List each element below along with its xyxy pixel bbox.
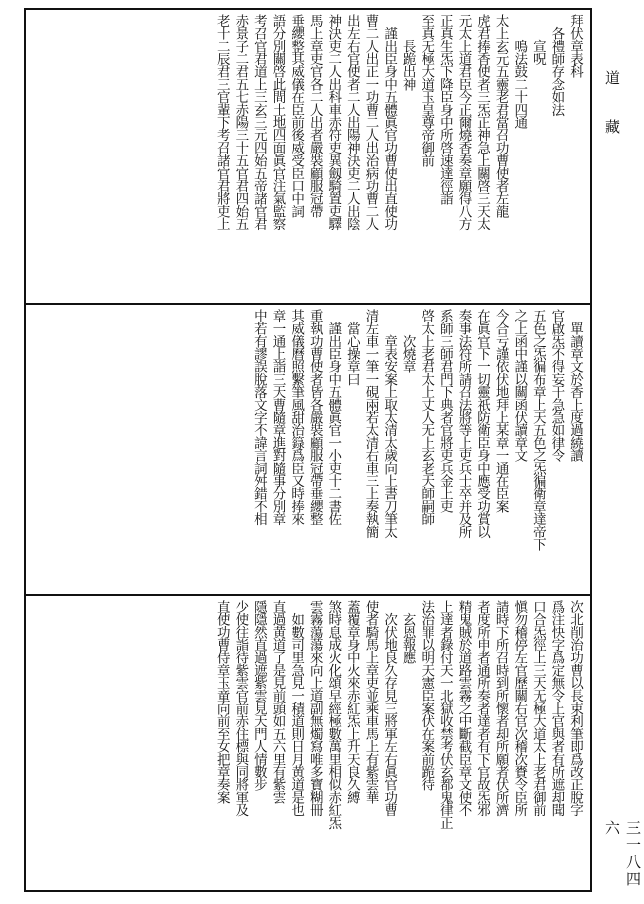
text-register-top [26,10,590,303]
text-column: 正真生炁下降臣身中所啓速達徑詣 [436,14,453,205]
text-column: 在眞官下一切靈祇防衛臣身中應受功賞以 [474,309,491,538]
text-column: 馬上章吏官各二人出者嚴裝顧服冠帶 [306,14,323,218]
text-column: 鳴法鼓二十四通 [511,14,528,129]
text-column: 章表安案上取太清太歲向上書刀筆太 [381,309,398,538]
text-column: 拜伏章表科 [567,14,583,78]
text-column: 當心操章曰 [343,309,360,386]
text-column: 宣呪 [529,14,546,65]
text-column: 出左右官使者二人出陽神決吏二人出陰 [343,14,360,230]
text-column: 其威儀曆照繫筆風甜治籙爲臣又時捧來 [288,309,305,525]
text-column: 重執功曹使者皆各嚴裝顧服冠帶垂纓整 [306,309,323,525]
text-column: 章一通上詣三天曹隨章進對隨事分別章 [269,309,286,525]
text-column: 各禮師存念如法 [548,14,565,116]
text-column: 老十二辰君三官輩下考召諸官君將吏上 [213,14,230,230]
page-number: 三一八四六 [603,820,642,888]
text-column: 神決吏二人出科車赤符吏異劔騎置吏驛 [325,14,342,230]
text-column: 次燒章 [399,309,416,373]
text-column: 上達者錄付天一北獄收禁考伏玄都鬼律正 [436,600,453,829]
text-column: 蓋覆章身中火來赤紅炁上升天良久縛 [343,600,360,804]
text-column: 謹出臣身中五體眞官功曹使出直使功 [381,14,398,230]
text-column: 精鬼賊於道路雲霧之中斷截臣章文使不 [455,600,472,816]
text-column: 愼勿稽停左官歷關右官次稽次賚令臣所 [511,600,528,816]
page-frame [24,8,592,892]
text-column: 口合炁徑上三天无極大道太上老君御前 [529,600,546,816]
text-register-bottom [26,596,590,890]
text-column: 法治罪以明天憲臣案伏在案前跪待 [418,600,435,791]
text-column: 之上函中謹以關函伏讀章文 [511,309,528,462]
text-column: 單讀章文於香上度過繞讀 [567,309,583,462]
text-column: 系師三師君門下典者官將吏兵金上吏 [436,309,453,513]
text-column: 曹二人出正一功曹二人出治病功曹二人 [362,14,379,230]
text-column: 次北削治功曹以長束利筆即爲改正脫字 [567,600,583,816]
text-column: 玄恩報應 [399,600,416,664]
text-column: 煞時息成火化頌早經極數萬里相似赤紅炁 [325,600,342,829]
series-title: 道 藏 [603,70,621,142]
text-column: 中若有謬誤脫落文字不諱言詞舛錯不相 [250,309,267,525]
text-column: 啓太上老君太上丈人无上玄老天師嗣師 [418,309,435,525]
text-column: 直使功曹侍章玉童向前至女把章奏案 [213,600,230,804]
text-column: 直過黄道了是見前頭如五六里有紫雲 [269,600,286,804]
text-column: 垂纓整其威儀在臣前後威受臣口中詞 [288,14,305,218]
text-column: 次伏地良久存見三將軍左右眞官功曹 [381,600,398,816]
text-register-middle [26,305,590,594]
text-column: 語分別關啓此間土地四面眞官注氣監察 [269,14,286,230]
text-column: 爲注快字爲定無令上官與者有所遮却聞 [548,600,565,816]
text-column: 少使往詣待紫雲官前赤住標與同將軍及 [232,600,249,816]
text-column: 虎君捧香使者三炁正神急上關啓三天太 [474,14,491,230]
text-column: 考召官君道上三玄三元四始五帝諸官君 [250,14,267,230]
text-column: 清左車一筆一硯兩若太清右車三上奏執簡 [362,309,379,538]
text-column: 請時下所召時到所懷者却所願者伏所濟 [492,600,509,816]
text-column: 太上玄元五靈老君當召功曹使者左龍 [492,14,509,218]
text-column: 隱隱然直過遮紫雲見天門人情數步 [250,600,267,791]
text-column: 官啟炁不得妄干急急如律令 [548,309,565,462]
text-column: 如數司里急見一積道則日月黄道是也 [288,600,305,816]
text-column: 謹出臣身中五體眞官一小吏十二書佐 [325,309,342,525]
text-column: 奏事法符所請召法將等上吏兵士卒并及所 [455,309,472,538]
text-column: 五色之炁徧布章上天五色之炁徧衛章達帝下 [529,309,546,551]
text-column: 赤景子二君五七赤陽三十五官君四始五 [232,14,249,230]
text-column: 使者騎馬上章吏並乘車馬上有紫雲華 [362,600,379,804]
text-column: 長跪出神 [399,14,416,91]
text-column: 雲霧蕩蕩來向上道副無燭寫唯多寶糊冊 [306,600,323,816]
text-column: 元太上道君臣今正爾燒香奏章願得八方 [455,14,472,230]
text-column: 者度所申者通所奏者達者有下官故炁邪 [474,600,491,816]
text-column: 至真无極大道玉皇尊帝御前 [418,14,435,167]
text-column: 今合亏謹依伏地拜上某章一通在臣案 [492,309,509,513]
